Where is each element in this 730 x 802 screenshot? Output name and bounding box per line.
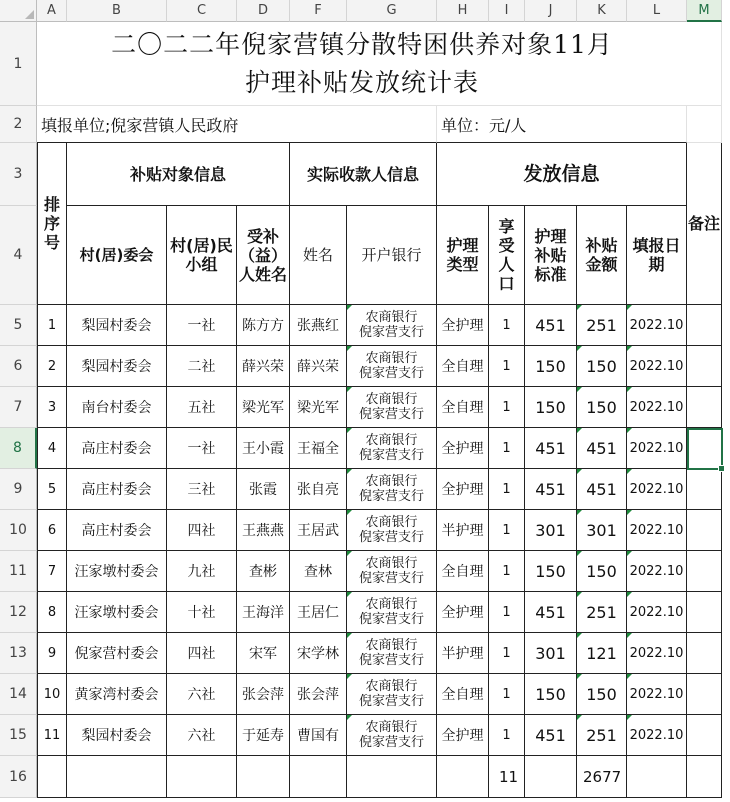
cell-date-2[interactable]: 2022.10 (627, 346, 687, 387)
cell-group-2[interactable]: 二社 (167, 346, 237, 387)
cell-date-5[interactable]: 2022.10 (627, 469, 687, 510)
cell-bank-2[interactable]: 农商银行 倪家营支行 (347, 346, 437, 387)
cell-group-8[interactable]: 十社 (167, 592, 237, 633)
cell-village-10[interactable]: 黄家湾村委会 (67, 674, 167, 715)
cell-seq-7[interactable]: 7 (37, 551, 67, 592)
cell-group-9[interactable]: 四社 (167, 633, 237, 674)
cell-date-4[interactable]: 2022.10 (627, 428, 687, 469)
cell-group-7[interactable]: 九社 (167, 551, 237, 592)
column-header-l[interactable]: L (627, 0, 687, 22)
row-header-10[interactable]: 10 (0, 510, 37, 551)
cell-people-1[interactable]: 1 (489, 305, 525, 346)
cell-amount-11[interactable]: 251 (577, 715, 627, 756)
row-header-2[interactable]: 2 (0, 106, 37, 143)
cell-total-6[interactable] (437, 756, 489, 798)
cell-care-6[interactable]: 半护理 (437, 510, 489, 551)
column-header-h[interactable]: H (437, 0, 489, 22)
cell-care-4[interactable]: 全护理 (437, 428, 489, 469)
title-line-1: 二〇二二年倪家营镇分散特困供养对象11月 (111, 29, 613, 59)
cell-seq-2[interactable]: 2 (37, 346, 67, 387)
cell-care-3[interactable]: 全自理 (437, 387, 489, 428)
cell-name-2[interactable]: 薛兴荣 (290, 346, 347, 387)
cell-date-7[interactable]: 2022.10 (627, 551, 687, 592)
cell-date-10[interactable]: 2022.10 (627, 674, 687, 715)
cell-people-6[interactable]: 1 (489, 510, 525, 551)
cell-bank-5[interactable]: 农商银行 倪家营支行 (347, 469, 437, 510)
header-amount[interactable]: 补贴金额 (577, 206, 627, 305)
cell-name-1[interactable]: 张燕红 (290, 305, 347, 346)
cell-recipient-4[interactable]: 王小霞 (237, 428, 290, 469)
cell-amount-10[interactable]: 150 (577, 674, 627, 715)
cell-care-11[interactable]: 全护理 (437, 715, 489, 756)
cell-bank-1[interactable]: 农商银行 倪家营支行 (347, 305, 437, 346)
cell-amount-7[interactable]: 150 (577, 551, 627, 592)
cell-amount-8[interactable]: 251 (577, 592, 627, 633)
column-header-m[interactable]: M (687, 0, 722, 22)
cell-people-3[interactable]: 1 (489, 387, 525, 428)
cell-care-5[interactable]: 全护理 (437, 469, 489, 510)
cell-recipient-5[interactable]: 张霞 (237, 469, 290, 510)
cell-name-10[interactable]: 张会萍 (290, 674, 347, 715)
cell-amount-4[interactable]: 451 (577, 428, 627, 469)
header-people[interactable]: 享受人口 (489, 206, 525, 305)
cell-name-9[interactable]: 宋学林 (290, 633, 347, 674)
cell-people-7[interactable]: 1 (489, 551, 525, 592)
header-care-type[interactable]: 护理类型 (437, 206, 489, 305)
header-standard[interactable]: 护理补贴标准 (525, 206, 577, 305)
row-header-14[interactable]: 14 (0, 674, 37, 715)
cell-seq-8[interactable]: 8 (37, 592, 67, 633)
cell-seq-6[interactable]: 6 (37, 510, 67, 551)
cell-village-8[interactable]: 汪家墩村委会 (67, 592, 167, 633)
cell-care-7[interactable]: 全自理 (437, 551, 489, 592)
header-recipient[interactable]: 受补（益）人姓名 (237, 206, 290, 305)
unit-label[interactable]: 单位：元/人 (437, 106, 687, 143)
column-header-a[interactable]: A (37, 0, 67, 22)
cell-date-11[interactable]: 2022.10 (627, 715, 687, 756)
cell-standard-8[interactable]: 451 (525, 592, 577, 633)
cell-standard-5[interactable]: 451 (525, 469, 577, 510)
row-header-13[interactable]: 13 (0, 633, 37, 674)
cell-recipient-9[interactable]: 宋军 (237, 633, 290, 674)
cell-people-9[interactable]: 1 (489, 633, 525, 674)
total-people[interactable]: 11 (489, 756, 525, 798)
cell-group-5[interactable]: 三社 (167, 469, 237, 510)
header-date[interactable]: 填报日期 (627, 206, 687, 305)
title-line-2: 护理补贴发放统计表 (244, 67, 479, 97)
cell-remark-8[interactable] (687, 592, 722, 633)
cell-remark-1[interactable] (687, 305, 722, 346)
row-header-1[interactable]: 1 (0, 22, 37, 106)
cell-remark-7[interactable] (687, 551, 722, 592)
cell-total-1[interactable] (67, 756, 167, 798)
cell-seq-4[interactable]: 4 (37, 428, 67, 469)
header-payee-info[interactable]: 实际收款人信息 (290, 143, 437, 206)
column-header-k[interactable]: K (577, 0, 627, 22)
cell-bank-4[interactable]: 农商银行 倪家营支行 (347, 428, 437, 469)
cell-total-3[interactable] (237, 756, 290, 798)
cell-group-10[interactable]: 六社 (167, 674, 237, 715)
cell-name-7[interactable]: 查林 (290, 551, 347, 592)
column-header-i[interactable]: I (489, 0, 525, 22)
header-group[interactable]: 村(居)民小组 (167, 206, 237, 305)
cell-total-11[interactable] (687, 756, 722, 798)
header-village[interactable]: 村(居)委会 (67, 206, 167, 305)
cell-care-10[interactable]: 全自理 (437, 674, 489, 715)
cell-standard-4[interactable]: 451 (525, 428, 577, 469)
cell-seq-9[interactable]: 9 (37, 633, 67, 674)
cell-standard-9[interactable]: 301 (525, 633, 577, 674)
row-header-12[interactable]: 12 (0, 592, 37, 633)
cell-people-11[interactable]: 1 (489, 715, 525, 756)
row-header-8[interactable]: 8 (0, 428, 37, 469)
cell-date-3[interactable]: 2022.10 (627, 387, 687, 428)
cell-m2[interactable] (687, 106, 722, 143)
column-header-g[interactable]: G (347, 0, 437, 22)
active-cell-selection[interactable] (687, 428, 723, 470)
cell-bank-9[interactable]: 农商银行 倪家营支行 (347, 633, 437, 674)
cell-total-2[interactable] (167, 756, 237, 798)
cell-village-9[interactable]: 倪家营村委会 (67, 633, 167, 674)
cell-date-1[interactable]: 2022.10 (627, 305, 687, 346)
cell-recipient-10[interactable]: 张会萍 (237, 674, 290, 715)
cell-group-3[interactable]: 五社 (167, 387, 237, 428)
header-bank[interactable]: 开户银行 (347, 206, 437, 305)
row-header-16[interactable]: 16 (0, 756, 37, 798)
cell-date-6[interactable]: 2022.10 (627, 510, 687, 551)
cell-care-8[interactable]: 全护理 (437, 592, 489, 633)
header-payment-info[interactable]: 发放信息 (437, 143, 687, 206)
cell-people-4[interactable]: 1 (489, 428, 525, 469)
cell-village-7[interactable]: 汪家墩村委会 (67, 551, 167, 592)
cell-village-11[interactable]: 梨园村委会 (67, 715, 167, 756)
cell-standard-11[interactable]: 451 (525, 715, 577, 756)
column-header-j[interactable]: J (525, 0, 577, 22)
cell-bank-8[interactable]: 农商银行 倪家营支行 (347, 592, 437, 633)
cell-standard-1[interactable]: 451 (525, 305, 577, 346)
cell-group-4[interactable]: 一社 (167, 428, 237, 469)
header-remark[interactable]: 备注 (687, 143, 722, 305)
cell-bank-11[interactable]: 农商银行 倪家营支行 (347, 715, 437, 756)
cell-remark-6[interactable] (687, 510, 722, 551)
cell-remark-2[interactable] (687, 346, 722, 387)
cell-recipient-2[interactable]: 薛兴荣 (237, 346, 290, 387)
cell-group-6[interactable]: 四社 (167, 510, 237, 551)
cell-people-10[interactable]: 1 (489, 674, 525, 715)
cell-village-6[interactable]: 高庄村委会 (67, 510, 167, 551)
cell-standard-7[interactable]: 150 (525, 551, 577, 592)
cell-total-5[interactable] (347, 756, 437, 798)
cell-name-3[interactable]: 梁光军 (290, 387, 347, 428)
column-header-c[interactable]: C (167, 0, 237, 22)
cell-group-1[interactable]: 一社 (167, 305, 237, 346)
cell-care-2[interactable]: 全自理 (437, 346, 489, 387)
cell-total-4[interactable] (290, 756, 347, 798)
cell-amount-6[interactable]: 301 (577, 510, 627, 551)
cell-amount-9[interactable]: 121 (577, 633, 627, 674)
header-seq[interactable]: 排序号 (37, 143, 67, 305)
cell-group-11[interactable]: 六社 (167, 715, 237, 756)
cell-m1[interactable] (687, 22, 722, 106)
column-header-d[interactable]: D (237, 0, 290, 22)
cell-remark-5[interactable] (687, 469, 722, 510)
cell-standard-2[interactable]: 150 (525, 346, 577, 387)
column-header-b[interactable]: B (67, 0, 167, 22)
cell-total-8[interactable] (525, 756, 577, 798)
cell-recipient-7[interactable]: 查彬 (237, 551, 290, 592)
cell-people-2[interactable]: 1 (489, 346, 525, 387)
row-header-9[interactable]: 9 (0, 469, 37, 510)
row-header-11[interactable]: 11 (0, 551, 37, 592)
sheet-title[interactable] (37, 22, 687, 106)
cell-total-0[interactable] (37, 756, 67, 798)
cell-village-4[interactable]: 高庄村委会 (67, 428, 167, 469)
cell-seq-1[interactable]: 1 (37, 305, 67, 346)
cell-recipient-3[interactable]: 梁光军 (237, 387, 290, 428)
cell-standard-6[interactable]: 301 (525, 510, 577, 551)
cell-village-5[interactable]: 高庄村委会 (67, 469, 167, 510)
cell-standard-10[interactable]: 150 (525, 674, 577, 715)
cell-seq-11[interactable]: 11 (37, 715, 67, 756)
cell-seq-10[interactable]: 10 (37, 674, 67, 715)
cell-village-1[interactable]: 梨园村委会 (67, 305, 167, 346)
cell-standard-3[interactable]: 150 (525, 387, 577, 428)
cell-remark-10[interactable] (687, 674, 722, 715)
cell-date-9[interactable]: 2022.10 (627, 633, 687, 674)
cell-village-3[interactable]: 南台村委会 (67, 387, 167, 428)
column-header-f[interactable]: F (290, 0, 347, 22)
header-name[interactable]: 姓名 (290, 206, 347, 305)
cell-recipient-1[interactable]: 陈方方 (237, 305, 290, 346)
row-header-5[interactable]: 5 (0, 305, 37, 346)
row-header-7[interactable]: 7 (0, 387, 37, 428)
cell-amount-5[interactable]: 451 (577, 469, 627, 510)
cell-total-10[interactable] (627, 756, 687, 798)
cell-name-4[interactable]: 王福全 (290, 428, 347, 469)
cell-amount-3[interactable]: 150 (577, 387, 627, 428)
fill-unit[interactable]: 填报单位;倪家营镇人民政府 (37, 106, 437, 143)
select-all-corner[interactable] (0, 0, 37, 22)
total-amount[interactable]: 2677 (577, 756, 627, 798)
cell-name-5[interactable]: 张自亮 (290, 469, 347, 510)
cell-bank-10[interactable]: 农商银行 倪家营支行 (347, 674, 437, 715)
cell-name-6[interactable]: 王居武 (290, 510, 347, 551)
cell-village-2[interactable]: 梨园村委会 (67, 346, 167, 387)
cell-remark-3[interactable] (687, 387, 722, 428)
cell-care-1[interactable]: 全护理 (437, 305, 489, 346)
cell-name-11[interactable]: 曹国有 (290, 715, 347, 756)
row-header-4[interactable]: 4 (0, 206, 37, 305)
row-header-6[interactable]: 6 (0, 346, 37, 387)
cell-seq-3[interactable]: 3 (37, 387, 67, 428)
cell-remark-11[interactable] (687, 715, 722, 756)
row-header-15[interactable]: 15 (0, 715, 37, 756)
cell-recipient-8[interactable]: 王海洋 (237, 592, 290, 633)
cell-amount-1[interactable]: 251 (577, 305, 627, 346)
cell-seq-5[interactable]: 5 (37, 469, 67, 510)
cell-people-8[interactable]: 1 (489, 592, 525, 633)
cell-bank-7[interactable]: 农商银行 倪家营支行 (347, 551, 437, 592)
cell-bank-3[interactable]: 农商银行 倪家营支行 (347, 387, 437, 428)
cell-recipient-11[interactable]: 于延寿 (237, 715, 290, 756)
cell-bank-6[interactable]: 农商银行 倪家营支行 (347, 510, 437, 551)
cell-name-8[interactable]: 王居仁 (290, 592, 347, 633)
cell-people-5[interactable]: 1 (489, 469, 525, 510)
header-subsidy-info[interactable]: 补贴对象信息 (67, 143, 290, 206)
cell-care-9[interactable]: 半护理 (437, 633, 489, 674)
row-header-3[interactable]: 3 (0, 143, 37, 206)
cell-recipient-6[interactable]: 王燕燕 (237, 510, 290, 551)
cell-amount-2[interactable]: 150 (577, 346, 627, 387)
cell-date-8[interactable]: 2022.10 (627, 592, 687, 633)
cell-remark-9[interactable] (687, 633, 722, 674)
